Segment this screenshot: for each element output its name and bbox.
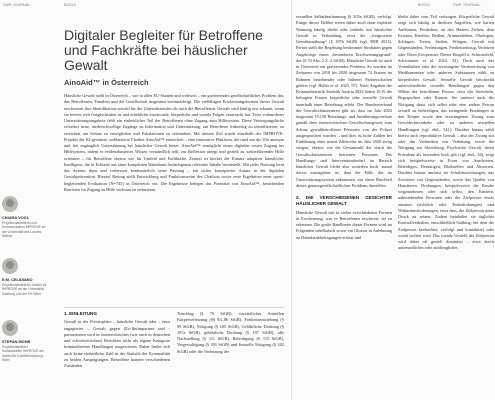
section-divider	[64, 307, 284, 308]
body-text: bleibt dabei vom Teil verborgen. Körperliche Gewalt zeigt sich häufig in direkten Angriffen, wie harten Aufbauten, Festhalten, an den Haaren Ziehen, dem Kratzen, Kneifen, Beißen, Armumdrehen, Ohrfeigen, Schlagen, Treten, Stoßen, Würgen, Gewalt mit Gegenständen, Verletzungen, Freiheitsentzug, Verletzen oder Töten (Gespenster, Dieser Eingriff u. Schwarzfeld, Schwimmer et al. 2024, 34). Doch auch das Vorenthalten oder die erzwungene Verabreichung von Medikamenten oder anderen Substanzen zählt zu körperlicher Gewalt. Sexuelle Gewalt beschreibt unterschiedliche sexuelle Handlungen gegen den Willen der betroffenen Person, etwa das Streicheln, Begrapschen oder Küssen. Sie umfasst auch die Nötigung dazu, sich selbst oder eine andere Person sexuell zu befriedigen, das zwingende Eindringen in den Körper sowie den erzwungenen Zwang zum Geschlechtsverkehr oder zu anderen sexuellen Handlungen (vgl. ebd., 34f.). Darüber hinaus zählt hierzu auch reproduktive Gewalt – also der Zwang zur oder das Verhindern von Verhütung, sowie die Nötigung zur Abtreibung. Psychische Gewalt, deren Prävalenz als besonders hoch gilt (vgl. ebd., 34), zeigt sich beispielsweise in Form von Anschreien, Beleidigen, Demütigen, Bloßstellen und Abwerten. Darüber hinaus umfasst sie Schuldzuweisungen, das Zerstören von Gegenständen, sowie das Quälen von Haustieren. Drohungen, beispielsweise die Kinder wegzunehmen oder sich selbst, den Kindern, nahestehenden Personen oder der Zielperson etwas anzutun (sichtlich oder Todesdrohungen) und Wahnsinnsforderungen, etwa dass, die Zielperson unter Druck zu setzen. Zudem beinhaltet sie täglicher Kontrollverhalten, einschließlich Stalking, bei dem die Zielperson beobachtet, verfolgt und kontaktiert oder sozial isoliert wird. Das soziale Umfeld der Zielperson wird dabei oft gezielt dominiert – etwa durch unfreundliches oder aufdringliches	[398, 14, 494, 251]
article-abstract: Häusliche Gewalt stellt in Österreich – wie in allen EU-Staaten und weltweit – ein gravierendes gesellschaftliches Problem dar, das Betroffenen, Familien und die Gesellschaft insgesamt beeinträchtigt. Die vielfältigen Erscheinungsformen dieser Gewalt erschweren ihre Identifikation sowohl für die Unterstützenden als auch die Betroffenen. Gewalt wird häufig erst erkannt, wenn sie bereits weit fortgeschritten ist und erhebliche emotionale, körperliche und soziale Folgen verursacht hat. Trotz vorhandener Unterstützungsangebote fehlt ein einheitlicher Teil der Betroffenen ohne Zugang zum Hilfesystem. Diese Versorgungslücke erfordert neue, niederschwellige Zugänge zu Information und Unterstützung, um Betroffene frühzeitig zu identifizieren, zu erreichen, am Schutz zu ermöglichen und Eskalationen zu verhindern. Mit diesem Ziel wurde innerhalb des IMPROVE-Projekts der KI-gestützte, webbasierte Chatbot AinoAid™ entwickelt – eine innovative Plattform, die rund um die Uhr anonym und frei zugänglich Unterstützung bei häuslicher Gewalt bietet. AinoAid™ ermöglicht einen digitalen ersten Zugang ins Hilfesystem, indem er evidenzbasiertes Wissen verständlich teilt, zur Reflexion anregt und gezielt zu weiterführender Hilfe orientiert – für Betroffene ebenso wie für Umfeld und Fachkräfte. Zentral ist hierbei der Einsatz adaptiver künstlicher Intelligenz, die in Echtzeit aus einer kompletten Datenbasis bedarfsgenau relevante Inhalte bereitstellt. Mit jeder Nutzung lernt das System dazu und verbessert kontinuierlich seine Passung – ein sicher konzipierter Ansatz in der digitalen Gewaltprävention. Hierauf Beitrag stellt Entwicklung und Funktionsweise des Chatbots sowie erste Ergebnisse einer quasi-begleitenden Evaluation (N=745) in Österreich vor. Die Ergebnisse belegen das Potenzial von AinoAid™, bestehenden Barrieren im Zugang zu Hilfe wirksam zu reduzieren.	[64, 93, 284, 192]
author-bio: Projektmitarbeiterin Juristin für IMPROVE an der Universität Salzburg und der FH Wien	[2, 283, 47, 296]
author-card	[2, 320, 48, 363]
body-column-4	[398, 14, 494, 394]
author-card	[2, 196, 48, 239]
right-page	[291, 0, 495, 400]
author-name: STEFAN MOHR	[2, 339, 31, 344]
author-name: CHIARA VOGL	[2, 215, 30, 220]
journal-name-right: ZWR JOURNAL	[453, 3, 481, 7]
page-number-right: 8/2024	[418, 3, 430, 7]
body-column-2	[177, 311, 284, 400]
author-photo	[2, 320, 18, 336]
article-title: Digitaler Begleiter für Betroffene und Fachkräfte bei häuslicher Gewalt	[64, 27, 263, 73]
article-subtitle: AinoAid™ in Österreich	[64, 78, 149, 87]
author-bio: Projektmitarbeiterin und Kommunikation IMPROVE an der Universität des Landes Wiener	[2, 221, 46, 239]
body-text: sexuellen Selbstbestimmung (§ 205a StGB), verfolgt. Einige dieser Delikte treten daher auch ohne explizite Nennung häufig direkt oder indirekt mit häuslicher Gewalt in Verbindung, etwa die „fortgesetzte Gewaltausübung“ (§ 107b StGB) (vgl. BMI 2023). Ferner stellt die Begehung bestimmter Straftaten gegen Angehörige einen „besonderen Erschwerungsgrund“ dar (§ 33 Abs. 2 Z. 2 StGB). Häusliche Gewalt ist auch in Österreich ein gravierendes Problem. So wurden im Zeitraum von 2018 bis 2020 insgesamt 74 Frauen im Rahmen bestehender oder früherer Partnerschaften getötet (vgl. Haller et al. 2023, 97). Nach Angaben der Kriminalstatistik Statistik Austria 2022 haben 16 % der befragten Frauen körperliche oder sexuelle Gewalt innerhalb einer Beziehung erlebt. Der Bundesverband der Gewaltschutzzentren gibt an, dass im Jahr 2023 insgesamt 19.158 Betretungs- und Annäherungsverbote gemäß dem österreichischen Gewaltschutzgesetz zum Schutz gewaltbetroffener Personen von der Polizei ausgesprochen wurden – und dies ist hohe Zahlen bei Einführung einer neuen Zählweise im Jahr 2020 stetig steigen, ebenso wie die Gesamtzahl der durch die Gewaltschutzzentren betreuten Personen. Der Handlungs- und Interventionsbedarf im Bereich häuslicher Gewalt bleibt also weiterhin hoch, zumal davon auszugehen ist, dass die Fälle, die im Unterstützungssystem ankommen, nur einen Bruchteil dieses gesamtgesellschaftlichen Problems darstellen.	[296, 14, 392, 188]
author-bio: Projektmitarbeiter Sozialarbeiter IMPROVE am Institut für Konfliktforschung Wien	[2, 345, 44, 363]
journal-name-left: ZWR JOURNAL	[3, 3, 31, 7]
body-text: Totschlag (§ 76 StGB), vorsätzliches Antreffen Körperverletzung (§§ 83–86 StGB), Freiheitsentziehung (§ 99 StGB), Nötigung (§ 105 StGB), Gefährliche Drohung (§ 107a StGB), gefährliche Drohung (§ 107 StGB), alle Nachstellung (§ 111 StGB), Beleidigung (§ 115 StGB), Vergewaltigung (§ 201 StGB) und Sexuelle Nötigung (§ 202 StGB) oder die Verletzung der	[177, 311, 284, 354]
section-heading-forms: 2. DIE VERSCHIEDENEN GESICHTER HÄUSLICHER GEWALT	[296, 195, 392, 207]
page-number-left: 8/2024	[64, 3, 76, 7]
body-text: Gewalt in der Privatsphäre – häusliche Gewalt oder – etwa engagierter – Gewalt gegen (Ex-)Intimpartner und -partnerinnen wird in österreichischen (wie auch in deutschen und schweizerischen) Berichten nicht als eigene Kategorie kriminalisierter Handlungen ausgewiesen. Daher findet sich auch keine einheitliche Zahl in der Statistik der Kriminalität zu beiden Ausprägungen. Betroffene können verschiedenen Zuständen	[64, 319, 170, 368]
author-name: E.M. CELIDIANO	[2, 277, 33, 282]
body-text: Häusliche Gewalt tritt in vielen verschiedenen Formen in Erscheinung, was es Betroffenen erschwert, sie zu erkennen. Die große Bandbreite dieser Formen wird im Folgenden tabellarisch sowie ein Glossar in Anlehnung an Datenbankbefragungen erfasst und	[296, 209, 392, 240]
body-column-3	[296, 14, 392, 394]
author-photo	[2, 196, 18, 212]
author-photo	[2, 258, 18, 274]
body-column-1	[64, 311, 170, 400]
author-card	[2, 258, 48, 296]
section-heading-introduction: 1. EINLEITUNG	[64, 311, 97, 316]
